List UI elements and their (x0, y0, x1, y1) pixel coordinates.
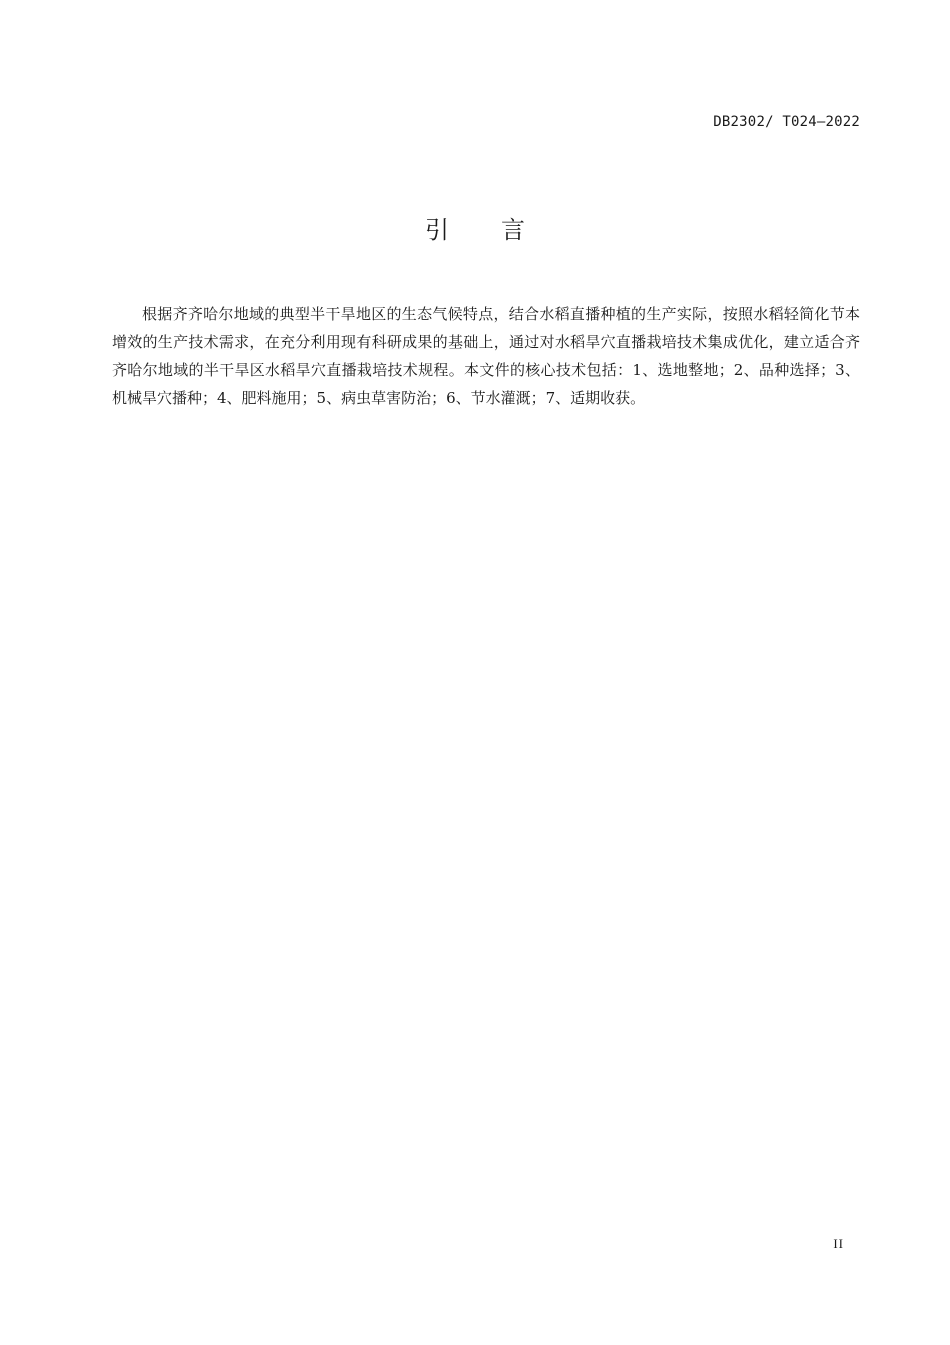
introduction-paragraph: 根据齐齐哈尔地域的典型半干旱地区的生态气候特点，结合水稻直播种植的生产实际，按照水稻轻简化节本增效的生产技术需求，在充分利用现有科研成果的基础上，通过对水稻旱穴直播栽培技术集成优化，建立适合齐齐哈尔地域的半干旱区水稻旱穴直播栽培技术规程。本文件的核心技术包括：1、选地整地；2、品种选择；3、机械旱穴播种；4、肥料施用；5、病虫草害防治；6、节水灌溉；7、适期收获。 (112, 305, 860, 407)
page-number: II (833, 1236, 844, 1251)
document-code: DB2302/ T024—2022 (713, 114, 860, 130)
section-title: 引言 (425, 216, 577, 244)
